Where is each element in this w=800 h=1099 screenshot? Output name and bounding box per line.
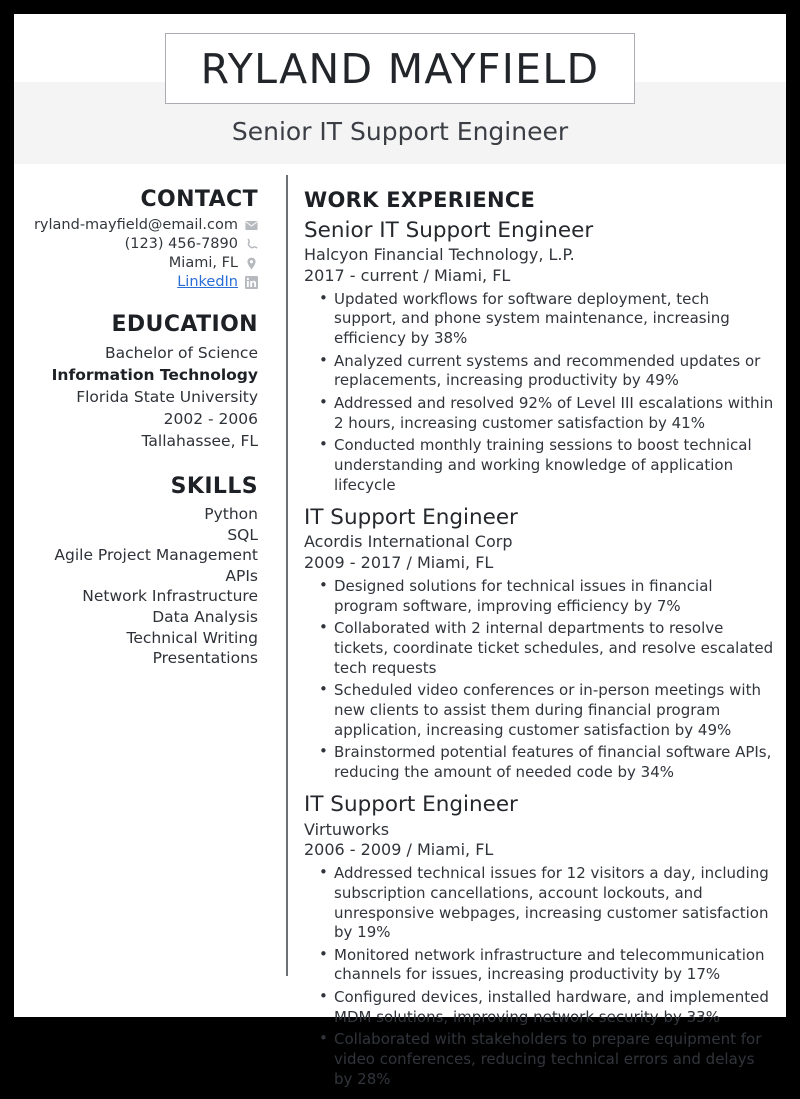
job-bullet: • Brainstormed potential features of financial software APIs, reducing the amount of needed code by 34%	[304, 743, 774, 782]
education-dates: 2002 - 2006	[163, 410, 258, 428]
section-heading-contact: CONTACT	[140, 187, 258, 212]
skill-item: Technical Writing	[126, 628, 258, 647]
job-bullet: • Analyzed current systems and recommended updates or replacements, increasing productivity by 49%	[304, 352, 774, 391]
job-dates-location: 2017 - current / Miami, FL	[304, 266, 511, 286]
education-degree: Bachelor of Science	[104, 344, 258, 362]
phone-icon	[245, 238, 258, 251]
job-title: IT Support Engineer	[304, 505, 518, 531]
header-subtitle: Senior IT Support Engineer	[231, 117, 569, 146]
linkedin-link[interactable]: LinkedIn	[177, 274, 238, 290]
job-bullet: • Configured devices, installed hardware, and implemented MDM solutions, improving network security by 33%	[304, 988, 774, 1027]
job-company: Virtuworks	[304, 819, 390, 839]
envelope-icon	[245, 219, 258, 232]
skill-item: Python	[204, 505, 258, 523]
location-pin-icon	[245, 257, 258, 270]
column-divider	[286, 175, 288, 976]
resume-body	[14, 164, 786, 1088]
section-heading-work-experience: WORK EXPERIENCE	[304, 188, 536, 212]
job-bullets	[304, 864, 774, 1089]
job-entry	[304, 505, 774, 782]
resume-page	[14, 14, 786, 1088]
section-heading-education: EDUCATION	[111, 312, 258, 337]
page-title: RYLAND MAYFIELD	[200, 44, 600, 93]
job-company: Halcyon Financial Technology, L.P.	[304, 245, 575, 265]
job-dates-location: 2009 - 2017 / Miami, FL	[304, 553, 494, 573]
job-bullet: • Addressed and resolved 92% of Level III escalations within 2 hours, increasing customer satisfaction by 41%	[304, 394, 774, 433]
job-bullets	[304, 290, 774, 495]
contact-location-value: Miami, FL	[168, 255, 238, 271]
job-title: IT Support Engineer	[304, 792, 518, 818]
job-bullet: • Monitored network infrastructure and telecommunication channels for issues, increasing productivity by 17%	[304, 946, 774, 985]
work-experience-section	[304, 164, 774, 1099]
name-box	[165, 33, 635, 104]
skill-item: SQL	[227, 525, 258, 544]
job-company: Acordis International Corp	[304, 532, 513, 552]
job-bullet: • Addressed technical issues for 12 visitors a day, including subscription cancellations, account lockouts, and unresponsive webpages, increasing customer satisfaction by 19%	[304, 864, 774, 943]
job-bullet: • Scheduled video conferences or in-person meetings with new clients to assist them during financial program application, increasing customer satisfaction by 49%	[304, 681, 774, 740]
job-bullet: • Collaborated with 2 internal departments to resolve tickets, coordinate ticket schedules, and resolve escalated tech requests	[304, 619, 774, 678]
skill-item: Agile Project Management	[54, 546, 258, 565]
skill-item: Presentations	[152, 649, 258, 668]
job-title: Senior IT Support Engineer	[304, 218, 594, 243]
contact-phone-value: (123) 456-7890	[124, 236, 238, 252]
job-bullet: • Designed solutions for technical issues in financial program software, improving efficiency by 7%	[304, 577, 774, 616]
sidebar	[14, 164, 272, 669]
contact-item-location	[14, 255, 258, 271]
education-location: Tallahassee, FL	[141, 432, 258, 450]
job-entry	[304, 218, 774, 495]
section-heading-skills: SKILLS	[170, 474, 258, 499]
job-bullets	[304, 577, 774, 782]
contact-item-linkedin[interactable]	[14, 274, 258, 290]
education-school: Florida State University	[76, 388, 258, 406]
job-bullet: • Updated workflows for software deployment, tech support, and phone system maintenance, increasing efficiency by 38%	[304, 290, 774, 349]
education-major: Information Technology	[51, 366, 258, 384]
job-entry	[304, 792, 774, 1089]
contact-item-email	[14, 217, 258, 233]
skill-item: APIs	[225, 566, 258, 585]
contact-item-phone	[14, 236, 258, 252]
job-bullet: • Collaborated with stakeholders to prepare equipment for video conferences, reducing technical errors and delays by 28%	[304, 1030, 774, 1089]
skill-item: Data Analysis	[152, 608, 258, 627]
job-dates-location: 2006 - 2009 / Miami, FL	[304, 840, 494, 860]
linkedin-icon	[245, 276, 258, 289]
contact-email-value: ryland-mayfield@email.com	[33, 217, 238, 233]
skill-item: Network Infrastructure	[82, 587, 258, 606]
job-bullet: • Conducted monthly training sessions to boost technical understanding and working knowledge of application lifecycle	[304, 436, 774, 495]
